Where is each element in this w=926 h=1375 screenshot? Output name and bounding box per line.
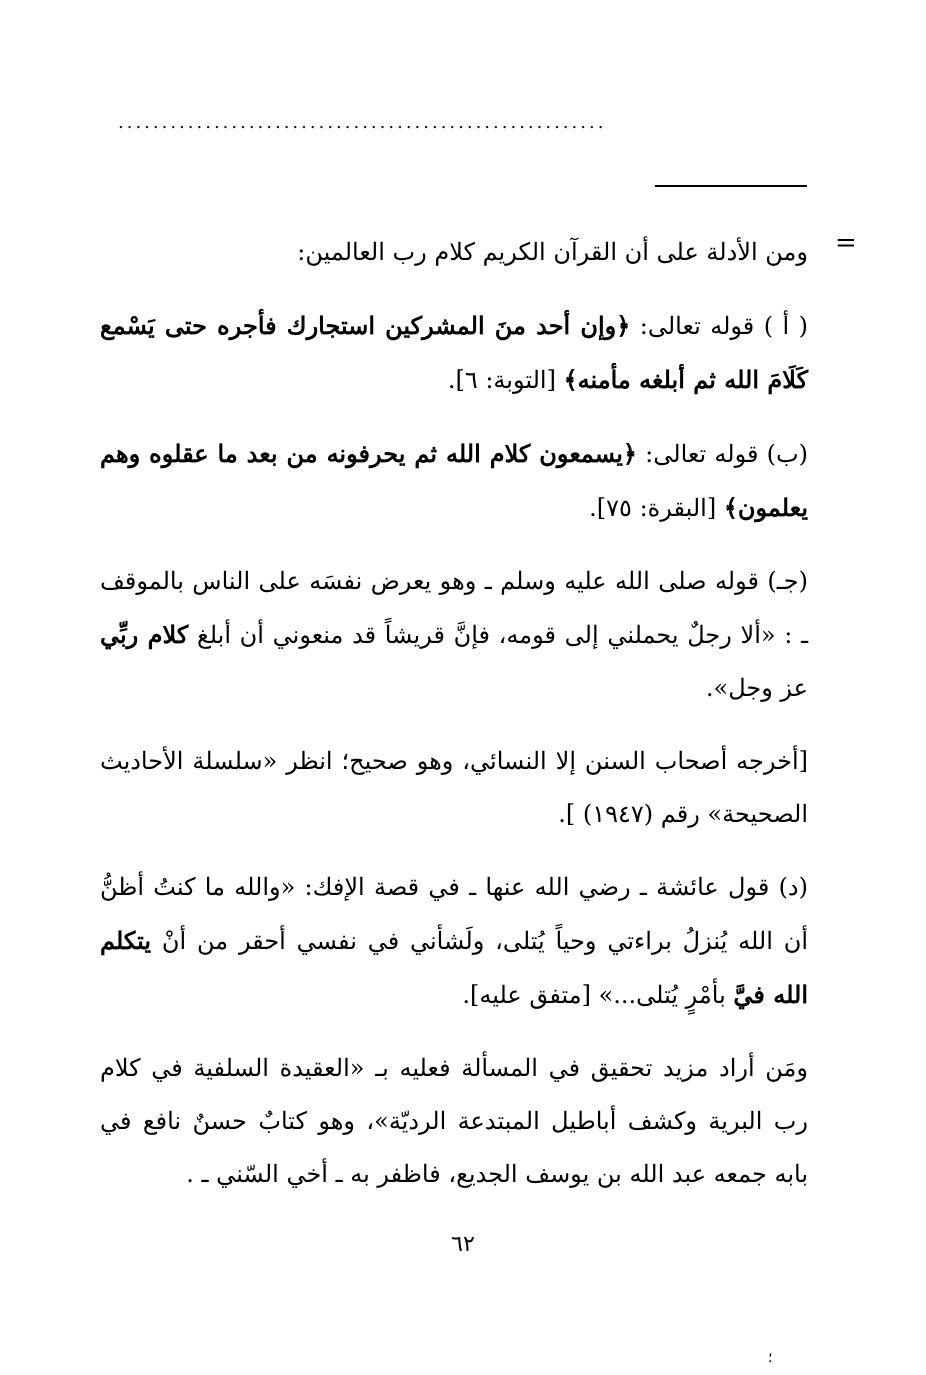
dotted-separator: ........................................................ [118, 112, 607, 133]
paragraph-text: ومَن أراد مزيد تحقيق في المسألة فعليه بـ «العقيدة السلفية في كلام رب البرية وكشف أباطيل المبتدعة الرديّة»، وهو كتابٌ حسنٌ نافع في بابه جمعه عبد الله بن يوسف الجديع، فاظفر به ـ أخي السّني ـ . [100, 1054, 808, 1188]
scan-mark: ؛ [768, 1350, 773, 1366]
paragraph-further-reading [100, 1042, 808, 1201]
footnote-rule [655, 185, 807, 187]
paragraph-prefix: ( أ ) قوله تعالى: [630, 312, 809, 340]
paragraph-suffix: عز وجل». [705, 674, 808, 702]
page-number: ٦٢ [451, 1232, 475, 1257]
paragraph-evidence-d [100, 861, 808, 1022]
emphasis-text: يتكلم الله فيَّ [100, 926, 808, 1009]
paragraph-text: ومن الأدلة على أن القرآن الكريم كلام رب العالمين: [297, 238, 808, 266]
footnote-body [100, 226, 808, 1221]
paragraph-evidence-c [100, 555, 808, 715]
paragraph-takhrij [100, 735, 808, 841]
paragraph-prefix: (ب) قوله تعالى: [636, 440, 808, 468]
paragraph-evidence-b [100, 427, 808, 535]
emphasis-text: كلام ربِّي [100, 620, 189, 649]
verse-reference: [البقرة: ٧٥]. [589, 494, 724, 522]
paragraph-intro [100, 226, 808, 279]
verse-reference: [التوبة: ٦]. [447, 366, 564, 394]
paragraph-prefix: (د) قول عائشة ـ رضي الله عنها ـ في قصة الإفك: «والله ما كنتُ أظنُّ أن الله يُنزلُ براءتي وحياً يُتلى، ولَشأني في نفسي أحقر من أنْ [100, 873, 808, 955]
paragraph-evidence-a [100, 299, 808, 407]
quran-verse: ﴿يسمعون كلام الله ثم يحرفونه من بعد ما عقلوه وهم يعلمون﴾ [100, 439, 808, 522]
continuation-mark: = [835, 228, 857, 258]
quran-verse: ﴿وإن أحد منَ المشركين استجارك فأجره حتى يَسْمع كَلَامَ الله ثم أبلغه مأمنه﴾ [100, 311, 808, 394]
paragraph-prefix: (جـ) قوله صلى الله عليه وسلم ـ وهو يعرض نفسَه على الناس بالموقف ـ : «ألا رجلٌ يحملني إلى قومه، فإنَّ قريشاً قد منعوني أن أبلغ [100, 567, 808, 649]
paragraph-suffix: بأمْرٍ يُتلى...» [متفق عليه]. [462, 981, 734, 1009]
paragraph-text: [أخرجه أصحاب السنن إلا النسائي، وهو صحيح؛ انظر «سلسلة الأحاديث الصحيحة» رقم (١٩٤٧) ]. [100, 747, 808, 828]
